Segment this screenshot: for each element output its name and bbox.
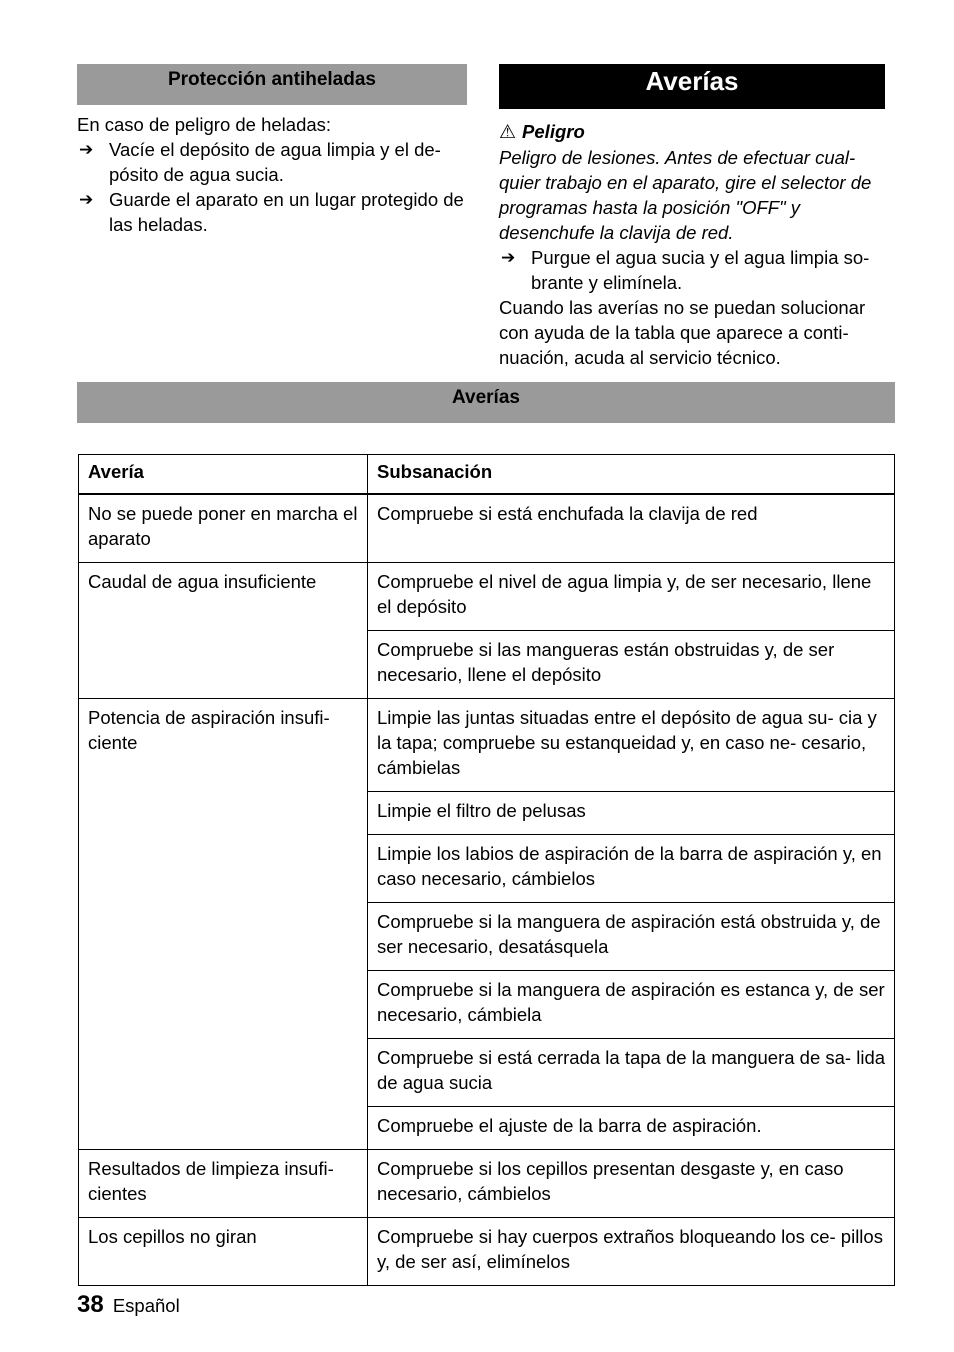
remedy-cell: Compruebe si está enchufada la clavija de red: [368, 494, 895, 563]
remedy-cell: Limpie los labios de aspiración de la barra de aspiración y, en caso necesario, cámbielos: [368, 835, 895, 903]
arrow-right-icon: ➔: [501, 248, 516, 267]
remedy-cell: Compruebe el ajuste de la barra de aspiración.: [368, 1107, 895, 1150]
fault-cell: No se puede poner en marcha el aparato: [79, 494, 368, 563]
remedy-cell: Compruebe si los cepillos presentan desgaste y, en caso necesario, cámbielos: [368, 1150, 895, 1218]
fault-cell: Resultados de limpieza insufi- cientes: [79, 1150, 368, 1218]
faults-table-body: [79, 494, 895, 1286]
column-header-remedy: Subsanación: [368, 455, 895, 495]
frost-section: [77, 112, 473, 237]
faults-step: ➔ Purgue el agua sucia y el agua limpia so- brante y elimínela.: [501, 247, 870, 293]
arrow-right-icon: ➔: [79, 140, 94, 159]
column-header-fault: Avería: [79, 455, 368, 495]
faults-main-heading: Averías: [499, 64, 885, 109]
frost-item: ➔ Vacíe el depósito de agua limpia y el de- pósito de agua sucia.: [79, 139, 441, 185]
warning-text: Peligro de lesiones. Antes de efectuar cual- quier trabajo en el aparato, gire el selector de programas hasta la posición "OFF" y desenchufe la clavija de red.: [499, 147, 872, 243]
frost-intro: En caso de peligro de heladas:: [77, 114, 332, 135]
page-footer: [77, 1292, 180, 1318]
fault-cell: Los cepillos no giran: [79, 1218, 368, 1286]
remedy-cell: Compruebe el nivel de agua limpia y, de ser necesario, llene el depósito: [368, 563, 895, 631]
table-row: [79, 494, 895, 563]
table-row: [79, 1218, 895, 1286]
page-number: 38: [77, 1291, 104, 1318]
remedy-cell: Compruebe si las mangueras están obstruidas y, de ser necesario, llene el depósito: [368, 631, 895, 699]
remedy-cell: Compruebe si la manguera de aspiración es estanca y, de ser necesario, cámbiela: [368, 971, 895, 1039]
table-row: [79, 563, 895, 631]
table-row: [79, 699, 895, 792]
faults-table: [78, 454, 895, 1286]
remedy-cell: Limpie el filtro de pelusas: [368, 792, 895, 835]
faults-intro-section: [499, 119, 899, 370]
faults-table-heading: Averías: [77, 382, 895, 423]
remedy-cell: Compruebe si la manguera de aspiración está obstruida y, de ser necesario, desatásquela: [368, 903, 895, 971]
table-row: [79, 1150, 895, 1218]
table-header-row: [79, 455, 895, 495]
fault-cell: Potencia de aspiración insufi- ciente: [79, 699, 368, 1150]
frost-item: ➔ Guarde el aparato en un lugar protegido de las heladas.: [79, 189, 464, 235]
fault-cell: Caudal de agua insuficiente: [79, 563, 368, 699]
warning-triangle-icon: ⚠: [499, 122, 517, 143]
arrow-right-icon: ➔: [79, 190, 94, 209]
remedy-cell: Limpie las juntas situadas entre el depósito de agua su- cia y la tapa; compruebe su estanqueidad y, en caso ne- cesario, cámbielas: [368, 699, 895, 792]
remedy-cell: Compruebe si hay cuerpos extraños bloqueando los ce- pillos y, de ser así, elimínelos: [368, 1218, 895, 1286]
page-language: Español: [112, 1295, 180, 1316]
frost-protection-heading: Protección antiheladas: [77, 64, 467, 105]
remedy-cell: Compruebe si está cerrada la tapa de la manguera de sa- lida de agua sucia: [368, 1039, 895, 1107]
faults-note: Cuando las averías no se puedan solucionar con ayuda de la tabla que aparece a conti- nuación, acuda al servicio técnico.: [499, 297, 866, 368]
warning-heading: ⚠ Peligro: [499, 121, 585, 143]
